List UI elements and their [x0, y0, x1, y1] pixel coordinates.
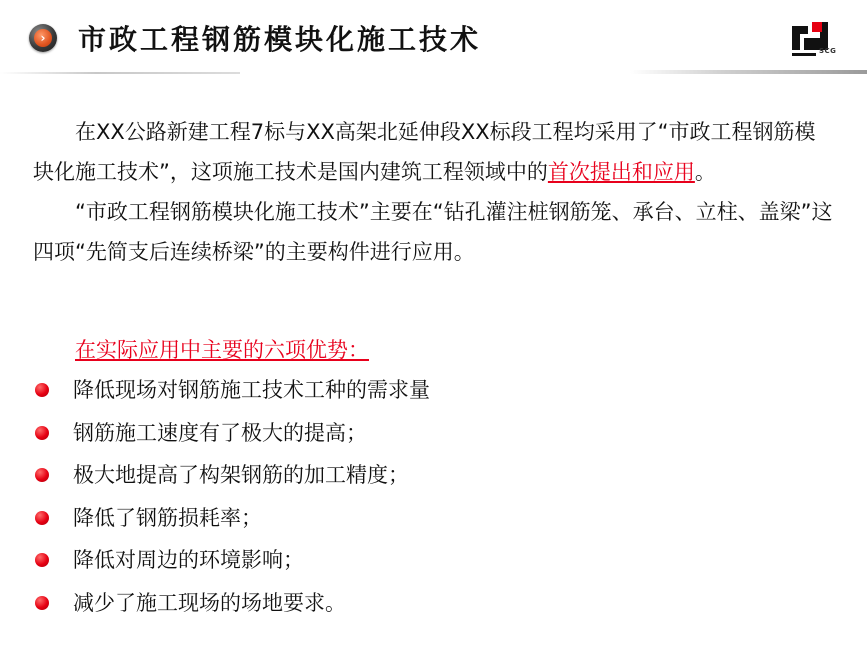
list-item-text: 降低对周边的环境影响； — [73, 548, 304, 573]
advantages-heading: 在实际应用中主要的六项优势： — [75, 338, 369, 362]
list-item — [33, 498, 833, 541]
bullet-icon — [35, 553, 49, 567]
list-item — [33, 455, 833, 498]
list-item-text: 极大地提高了构架钢筋的加工精度； — [73, 463, 409, 488]
bullet-icon — [35, 426, 49, 440]
bullet-icon — [35, 596, 49, 610]
header-divider-right — [630, 70, 867, 74]
slide-header — [0, 0, 867, 80]
bullet-icon — [35, 468, 49, 482]
list-item-text: 降低了钢筋损耗率； — [73, 505, 262, 530]
slide-body — [33, 112, 833, 272]
bullet-icon — [35, 511, 49, 525]
bullet-icon — [35, 383, 49, 397]
slide-title: 市政工程钢筋模块化施工技术 — [78, 23, 482, 56]
highlight-text: 首次提出和应用 — [547, 160, 695, 184]
paragraph-intro — [33, 112, 833, 192]
paragraph-application: “市政工程钢筋模块化施工技术”主要在“钻孔灌注桩钢筋笼、承台、立柱、盖梁”这四项“先简支后连续桥梁”的主要构件进行应用。 — [33, 200, 833, 264]
list-item-text: 减少了施工现场的场地要求。 — [73, 590, 346, 615]
list-item — [33, 413, 833, 456]
paragraph-intro-end: 。 — [694, 160, 716, 184]
header-divider-left — [0, 72, 240, 74]
logo-text: SCG — [819, 47, 837, 55]
list-item-text: 钢筋施工速度有了极大的提高； — [73, 420, 367, 445]
list-item-text: 降低现场对钢筋施工技术工种的需求量 — [73, 378, 430, 402]
paragraph-intro-text: 在XX公路新建工程7标与XX高架北延伸段XX标段工程均采用了“市政工程钢筋模块化施工技术”，这项施工技术是国内建筑工程领域中的 — [33, 120, 816, 184]
list-item — [33, 583, 833, 626]
list-item — [33, 370, 833, 413]
advantages-list — [33, 370, 833, 626]
list-item — [33, 540, 833, 583]
arrow-circle-icon: › — [29, 24, 57, 52]
